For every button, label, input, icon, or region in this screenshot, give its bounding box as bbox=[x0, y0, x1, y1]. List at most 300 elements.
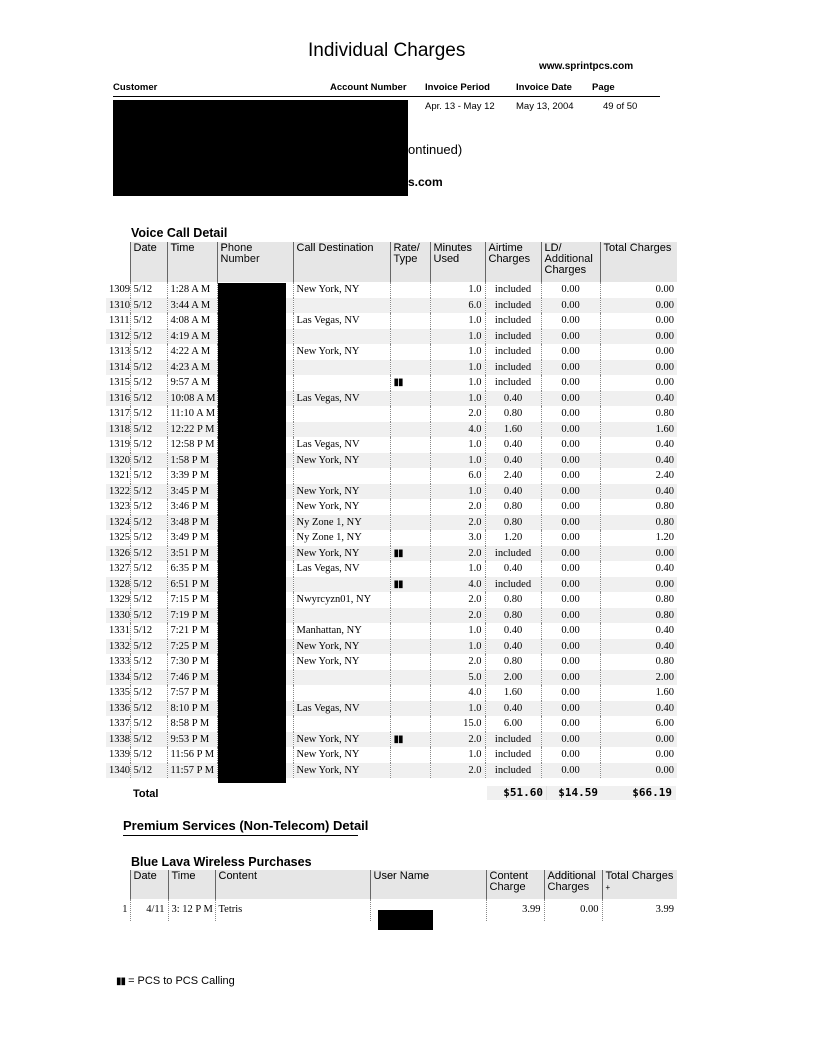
cell-time: 3:45 P M bbox=[167, 484, 217, 500]
row-number: 1315 bbox=[109, 377, 130, 389]
col-user-name: User Name bbox=[370, 870, 486, 899]
cell-time: 11:57 P M bbox=[167, 763, 217, 779]
cell-total-charges: 0.40 bbox=[600, 561, 677, 577]
col-total-charges: Total Charges bbox=[600, 242, 677, 282]
cell-date: 5/12 bbox=[130, 623, 167, 639]
cell-call-destination: New York, NY bbox=[293, 282, 390, 298]
cell-ld-additional: 0.00 bbox=[541, 484, 600, 500]
cell-total-charges: 2.00 bbox=[600, 670, 677, 686]
cell-call-destination bbox=[293, 608, 390, 624]
cell-date: 5/12 bbox=[130, 546, 167, 562]
cell-total-charges: 0.00 bbox=[600, 344, 677, 360]
cell-time: 3:51 P M bbox=[167, 546, 217, 562]
row-number: 1323 bbox=[109, 501, 130, 513]
cell-airtime-charges: 1.20 bbox=[485, 530, 541, 546]
cell-rate-type bbox=[390, 468, 430, 484]
cell-total-charges: 0.00 bbox=[600, 732, 677, 748]
voice-table-header bbox=[106, 242, 677, 282]
table-row bbox=[106, 360, 677, 376]
cell-airtime-charges: included bbox=[485, 747, 541, 763]
cell-airtime-charges: 0.40 bbox=[485, 453, 541, 469]
cell-airtime-charges: 0.80 bbox=[485, 499, 541, 515]
cell-minutes-used: 1.0 bbox=[430, 282, 485, 298]
cell-call-destination: Las Vegas, NV bbox=[293, 313, 390, 329]
cell-rate-type bbox=[390, 313, 430, 329]
voice-call-detail-title: Voice Call Detail bbox=[131, 226, 228, 240]
cell-minutes-used: 5.0 bbox=[430, 670, 485, 686]
table-row bbox=[106, 763, 677, 779]
cell-airtime-charges: included bbox=[485, 282, 541, 298]
cell-date: 5/12 bbox=[130, 577, 167, 593]
cell-call-destination: Las Vegas, NV bbox=[293, 391, 390, 407]
table-row bbox=[106, 298, 677, 314]
cell-rate-type bbox=[390, 391, 430, 407]
cell-date: 5/12 bbox=[130, 763, 167, 779]
cell-airtime-charges: included bbox=[485, 732, 541, 748]
cell-airtime-charges: 1.60 bbox=[485, 685, 541, 701]
pcs-to-pcs-icon: ▮▮ bbox=[393, 547, 403, 559]
cell-ld-additional: 0.00 bbox=[541, 453, 600, 469]
page-number-value: 49 of 50 bbox=[603, 101, 638, 112]
cell-time: 4:19 A M bbox=[167, 329, 217, 345]
col-time: Time bbox=[167, 242, 217, 282]
cell-ld-additional: 0.00 bbox=[541, 437, 600, 453]
cell-airtime-charges: 0.40 bbox=[485, 701, 541, 717]
cell-call-destination: Nwyrcyzn01, NY bbox=[293, 592, 390, 608]
cell-time: 7:15 P M bbox=[167, 592, 217, 608]
cell-rate-type bbox=[390, 499, 430, 515]
pcs-to-pcs-icon: ▮▮ bbox=[393, 578, 403, 590]
cell-rate-type bbox=[390, 732, 430, 748]
table-row bbox=[106, 716, 677, 732]
cell-total-charges: 0.00 bbox=[600, 313, 677, 329]
cell-minutes-used: 4.0 bbox=[430, 685, 485, 701]
cell-total-charges: 0.00 bbox=[600, 747, 677, 763]
partial-continued-text: ontinued) bbox=[408, 142, 463, 157]
cell-minutes-used: 1.0 bbox=[430, 747, 485, 763]
cell-minutes-used: 1.0 bbox=[430, 329, 485, 345]
cell-date: 5/12 bbox=[130, 561, 167, 577]
premium-table-header bbox=[106, 870, 677, 899]
col-phone-number: Phone Number bbox=[217, 242, 293, 282]
cell-minutes-used: 1.0 bbox=[430, 360, 485, 376]
cell-minutes-used: 1.0 bbox=[430, 453, 485, 469]
cell-date: 4/11 bbox=[130, 899, 168, 921]
cell-call-destination: Las Vegas, NV bbox=[293, 701, 390, 717]
cell-ld-additional: 0.00 bbox=[541, 360, 600, 376]
legend bbox=[116, 975, 235, 987]
cell-time: 3:44 A M bbox=[167, 298, 217, 314]
cell-ld-additional: 0.00 bbox=[541, 763, 600, 779]
cell-ld-additional: 0.00 bbox=[541, 468, 600, 484]
cell-ld-additional: 0.00 bbox=[541, 406, 600, 422]
cell-date: 5/12 bbox=[130, 422, 167, 438]
cell-airtime-charges: included bbox=[485, 313, 541, 329]
row-number: 1326 bbox=[109, 547, 130, 559]
cell-minutes-used: 1.0 bbox=[430, 313, 485, 329]
cell-time: 3: 12 P M bbox=[168, 899, 215, 921]
cell-date: 5/12 bbox=[130, 701, 167, 717]
cell-airtime-charges: included bbox=[485, 375, 541, 391]
cell-time: 7:57 P M bbox=[167, 685, 217, 701]
cell-rate-type bbox=[390, 763, 430, 779]
table-row bbox=[106, 577, 677, 593]
cell-minutes-used: 1.0 bbox=[430, 391, 485, 407]
cell-ld-additional: 0.00 bbox=[541, 654, 600, 670]
cell-rate-type bbox=[390, 592, 430, 608]
cell-rate-type bbox=[390, 298, 430, 314]
cell-total-charges: 0.80 bbox=[600, 499, 677, 515]
website-url[interactable]: www.sprintpcs.com bbox=[539, 61, 634, 72]
col-time: Time bbox=[168, 870, 215, 899]
cell-total-charges: 0.00 bbox=[600, 546, 677, 562]
cell-minutes-used: 1.0 bbox=[430, 375, 485, 391]
cell-call-destination bbox=[293, 716, 390, 732]
table-row bbox=[106, 282, 677, 298]
invoice-period-value: Apr. 13 - May 12 bbox=[425, 101, 495, 112]
cell-time: 7:46 P M bbox=[167, 670, 217, 686]
cell-rate-type bbox=[390, 561, 430, 577]
cell-minutes-used: 2.0 bbox=[430, 592, 485, 608]
cell-ld-additional: 0.00 bbox=[541, 623, 600, 639]
row-number: 1310 bbox=[109, 299, 130, 311]
cell-time: 3:46 P M bbox=[167, 499, 217, 515]
cell-rate-type bbox=[390, 530, 430, 546]
cell-total-charges: 0.80 bbox=[600, 406, 677, 422]
row-number: 1339 bbox=[109, 749, 130, 761]
cell-rate-type bbox=[390, 344, 430, 360]
cell-minutes-used: 6.0 bbox=[430, 468, 485, 484]
cell-ld-additional: 0.00 bbox=[541, 530, 600, 546]
cell-time: 7:25 P M bbox=[167, 639, 217, 655]
cell-minutes-used: 4.0 bbox=[430, 422, 485, 438]
cell-rate-type bbox=[390, 360, 430, 376]
cell-minutes-used: 1.0 bbox=[430, 484, 485, 500]
cell-rate-type bbox=[390, 546, 430, 562]
cell-date: 5/12 bbox=[130, 515, 167, 531]
premium-title-underline bbox=[123, 835, 358, 836]
table-row bbox=[106, 685, 677, 701]
row-number: 1309 bbox=[109, 284, 130, 296]
cell-airtime-charges: included bbox=[485, 577, 541, 593]
cell-airtime-charges: included bbox=[485, 344, 541, 360]
cell-total-charges: 0.80 bbox=[600, 515, 677, 531]
cell-minutes-used: 15.0 bbox=[430, 716, 485, 732]
cell-additional-charges: 0.00 bbox=[544, 899, 602, 921]
cell-date: 5/12 bbox=[130, 298, 167, 314]
cell-airtime-charges: 0.40 bbox=[485, 639, 541, 655]
cell-total-charges: 0.40 bbox=[600, 484, 677, 500]
cell-total-charges: 6.00 bbox=[600, 716, 677, 732]
cell-date: 5/12 bbox=[130, 468, 167, 484]
cell-call-destination bbox=[293, 468, 390, 484]
pcs-to-pcs-icon: ▮▮ bbox=[393, 733, 403, 745]
cell-date: 5/12 bbox=[130, 484, 167, 500]
cell-rate-type bbox=[390, 685, 430, 701]
cell-ld-additional: 0.00 bbox=[541, 499, 600, 515]
cell-total-charges: 0.00 bbox=[600, 763, 677, 779]
total-ld-charges: $14.59 bbox=[546, 786, 602, 800]
col-content: Content bbox=[215, 870, 370, 899]
cell-ld-additional: 0.00 bbox=[541, 546, 600, 562]
cell-rate-type bbox=[390, 422, 430, 438]
table-row bbox=[106, 701, 677, 717]
cell-call-destination bbox=[293, 298, 390, 314]
cell-date: 5/12 bbox=[130, 530, 167, 546]
row-number: 1321 bbox=[109, 470, 130, 482]
row-number: 1314 bbox=[109, 361, 130, 373]
cell-airtime-charges: included bbox=[485, 329, 541, 345]
cell-date: 5/12 bbox=[130, 391, 167, 407]
cell-rate-type bbox=[390, 484, 430, 500]
cell-time: 1:28 A M bbox=[167, 282, 217, 298]
table-row bbox=[106, 530, 677, 546]
voice-total-label: Total bbox=[133, 788, 159, 800]
cell-rate-type bbox=[390, 608, 430, 624]
cell-airtime-charges: 0.80 bbox=[485, 608, 541, 624]
col-date: Date bbox=[130, 870, 168, 899]
cell-date: 5/12 bbox=[130, 732, 167, 748]
row-number: 1312 bbox=[109, 330, 130, 342]
table-row bbox=[106, 561, 677, 577]
cell-date: 5/12 bbox=[130, 329, 167, 345]
cell-time: 8:10 P M bbox=[167, 701, 217, 717]
redacted-customer-block bbox=[113, 100, 408, 196]
cell-time: 6:51 P M bbox=[167, 577, 217, 593]
col-total-charges: Total Charges + bbox=[602, 870, 677, 899]
account-number-label: Account Number bbox=[330, 82, 407, 93]
cell-minutes-used: 3.0 bbox=[430, 530, 485, 546]
col-ld-additional: LD/ Additional Charges bbox=[541, 242, 600, 282]
cell-time: 7:30 P M bbox=[167, 654, 217, 670]
redacted-user-name bbox=[378, 910, 433, 930]
cell-time: 12:22 P M bbox=[167, 422, 217, 438]
cell-total-charges: 0.80 bbox=[600, 654, 677, 670]
cell-call-destination: Las Vegas, NV bbox=[293, 561, 390, 577]
cell-content-charge: 3.99 bbox=[486, 899, 544, 921]
blue-lava-title: Blue Lava Wireless Purchases bbox=[131, 855, 312, 869]
table-row bbox=[106, 313, 677, 329]
table-row bbox=[106, 344, 677, 360]
cell-airtime-charges: 0.40 bbox=[485, 391, 541, 407]
pcs-to-pcs-icon: ▮▮ bbox=[116, 976, 126, 987]
cell-date: 5/12 bbox=[130, 344, 167, 360]
table-row bbox=[106, 623, 677, 639]
cell-ld-additional: 0.00 bbox=[541, 732, 600, 748]
cell-total-charges: 0.00 bbox=[600, 577, 677, 593]
row-number: 1334 bbox=[109, 671, 130, 683]
cell-ld-additional: 0.00 bbox=[541, 592, 600, 608]
cell-total-charges: 1.60 bbox=[600, 685, 677, 701]
col-rate-type: Rate/ Type bbox=[390, 242, 430, 282]
partial-email-text: s.com bbox=[408, 175, 443, 189]
cell-airtime-charges: included bbox=[485, 360, 541, 376]
cell-date: 5/12 bbox=[130, 670, 167, 686]
cell-call-destination: New York, NY bbox=[293, 763, 390, 779]
cell-time: 3:39 P M bbox=[167, 468, 217, 484]
cell-call-destination bbox=[293, 577, 390, 593]
table-row bbox=[106, 484, 677, 500]
cell-total-charges: 0.00 bbox=[600, 298, 677, 314]
cell-date: 5/12 bbox=[130, 716, 167, 732]
row-number: 1 bbox=[122, 904, 128, 916]
table-row bbox=[106, 732, 677, 748]
cell-time: 9:53 P M bbox=[167, 732, 217, 748]
row-number: 1329 bbox=[109, 594, 130, 606]
cell-total-charges: 3.99 bbox=[602, 899, 677, 921]
cell-ld-additional: 0.00 bbox=[541, 375, 600, 391]
row-number: 1317 bbox=[109, 408, 130, 420]
customer-label: Customer bbox=[113, 82, 158, 93]
cell-date: 5/12 bbox=[130, 375, 167, 391]
cell-airtime-charges: 0.40 bbox=[485, 561, 541, 577]
cell-airtime-charges: 2.00 bbox=[485, 670, 541, 686]
row-number: 1324 bbox=[109, 516, 130, 528]
cell-total-charges: 0.40 bbox=[600, 453, 677, 469]
cell-minutes-used: 2.0 bbox=[430, 654, 485, 670]
col-additional-charges: Additional Charges bbox=[544, 870, 602, 899]
row-number: 1316 bbox=[109, 392, 130, 404]
invoice-period-label: Invoice Period bbox=[425, 82, 490, 93]
cell-call-destination bbox=[293, 670, 390, 686]
cell-call-destination: New York, NY bbox=[293, 747, 390, 763]
cell-ld-additional: 0.00 bbox=[541, 515, 600, 531]
row-number: 1338 bbox=[109, 733, 130, 745]
header-rule bbox=[113, 96, 660, 97]
voice-call-table bbox=[106, 242, 677, 778]
table-row bbox=[106, 654, 677, 670]
cell-total-charges: 0.00 bbox=[600, 329, 677, 345]
row-number: 1337 bbox=[109, 718, 130, 730]
cell-ld-additional: 0.00 bbox=[541, 313, 600, 329]
cell-rate-type bbox=[390, 654, 430, 670]
cell-time: 12:58 P M bbox=[167, 437, 217, 453]
row-number: 1313 bbox=[109, 346, 130, 358]
row-number: 1320 bbox=[109, 454, 130, 466]
cell-rate-type bbox=[390, 701, 430, 717]
col-minutes-used: Minutes Used bbox=[430, 242, 485, 282]
row-number: 1330 bbox=[109, 609, 130, 621]
cell-date: 5/12 bbox=[130, 654, 167, 670]
col-content-charge: Content Charge bbox=[486, 870, 544, 899]
cell-ld-additional: 0.00 bbox=[541, 422, 600, 438]
table-row bbox=[106, 329, 677, 345]
cell-total-charges: 0.00 bbox=[600, 360, 677, 376]
cell-minutes-used: 4.0 bbox=[430, 577, 485, 593]
cell-ld-additional: 0.00 bbox=[541, 344, 600, 360]
cell-total-charges: 0.40 bbox=[600, 437, 677, 453]
cell-airtime-charges: 0.80 bbox=[485, 406, 541, 422]
cell-airtime-charges: included bbox=[485, 763, 541, 779]
cell-date: 5/12 bbox=[130, 499, 167, 515]
cell-airtime-charges: 0.80 bbox=[485, 515, 541, 531]
cell-call-destination bbox=[293, 406, 390, 422]
cell-time: 7:19 P M bbox=[167, 608, 217, 624]
cell-minutes-used: 2.0 bbox=[430, 763, 485, 779]
cell-call-destination bbox=[293, 329, 390, 345]
cell-total-charges: 1.60 bbox=[600, 422, 677, 438]
cell-call-destination: New York, NY bbox=[293, 546, 390, 562]
table-row bbox=[106, 592, 677, 608]
cell-minutes-used: 1.0 bbox=[430, 344, 485, 360]
row-number: 1311 bbox=[109, 315, 130, 327]
cell-date: 5/12 bbox=[130, 313, 167, 329]
table-row bbox=[106, 391, 677, 407]
cell-time: 3:48 P M bbox=[167, 515, 217, 531]
cell-content: Tetris bbox=[215, 899, 370, 921]
cell-minutes-used: 2.0 bbox=[430, 515, 485, 531]
cell-time: 11:56 P M bbox=[167, 747, 217, 763]
cell-time: 1:58 P M bbox=[167, 453, 217, 469]
cell-date: 5/12 bbox=[130, 685, 167, 701]
legend-text: = PCS to PCS Calling bbox=[128, 975, 235, 987]
cell-time: 6:35 P M bbox=[167, 561, 217, 577]
cell-time: 10:08 A M bbox=[167, 391, 217, 407]
cell-call-destination bbox=[293, 685, 390, 701]
row-number: 1331 bbox=[109, 625, 130, 637]
cell-time: 9:57 A M bbox=[167, 375, 217, 391]
cell-total-charges: 0.00 bbox=[600, 375, 677, 391]
cell-time: 11:10 A M bbox=[167, 406, 217, 422]
row-number: 1325 bbox=[109, 532, 130, 544]
cell-time: 3:49 P M bbox=[167, 530, 217, 546]
cell-call-destination bbox=[293, 375, 390, 391]
cell-airtime-charges: 0.40 bbox=[485, 437, 541, 453]
row-number: 1328 bbox=[109, 578, 130, 590]
cell-minutes-used: 2.0 bbox=[430, 608, 485, 624]
cell-ld-additional: 0.00 bbox=[541, 608, 600, 624]
table-row bbox=[106, 422, 677, 438]
table-row bbox=[106, 499, 677, 515]
cell-ld-additional: 0.00 bbox=[541, 561, 600, 577]
cell-rate-type bbox=[390, 670, 430, 686]
cell-ld-additional: 0.00 bbox=[541, 639, 600, 655]
cell-time: 7:21 P M bbox=[167, 623, 217, 639]
cell-rate-type bbox=[390, 639, 430, 655]
cell-date: 5/12 bbox=[130, 282, 167, 298]
table-row bbox=[106, 639, 677, 655]
table-row bbox=[106, 608, 677, 624]
cell-minutes-used: 2.0 bbox=[430, 499, 485, 515]
pcs-to-pcs-icon: ▮▮ bbox=[393, 377, 403, 389]
cell-airtime-charges: 6.00 bbox=[485, 716, 541, 732]
cell-rate-type bbox=[390, 577, 430, 593]
page-label: Page bbox=[592, 82, 615, 93]
cell-rate-type bbox=[390, 329, 430, 345]
cell-date: 5/12 bbox=[130, 453, 167, 469]
cell-date: 5/12 bbox=[130, 639, 167, 655]
cell-call-destination: New York, NY bbox=[293, 732, 390, 748]
cell-rate-type bbox=[390, 453, 430, 469]
cell-ld-additional: 0.00 bbox=[541, 282, 600, 298]
cell-total-charges: 2.40 bbox=[600, 468, 677, 484]
cell-minutes-used: 6.0 bbox=[430, 298, 485, 314]
cell-ld-additional: 0.00 bbox=[541, 716, 600, 732]
cell-time: 4:08 A M bbox=[167, 313, 217, 329]
table-row bbox=[106, 670, 677, 686]
total-charges-marker: + bbox=[605, 883, 611, 892]
col-date: Date bbox=[130, 242, 167, 282]
cell-date: 5/12 bbox=[130, 437, 167, 453]
cell-call-destination: New York, NY bbox=[293, 654, 390, 670]
row-number: 1332 bbox=[109, 640, 130, 652]
cell-airtime-charges: 0.40 bbox=[485, 623, 541, 639]
cell-call-destination bbox=[293, 422, 390, 438]
cell-airtime-charges: included bbox=[485, 546, 541, 562]
cell-date: 5/12 bbox=[130, 608, 167, 624]
cell-ld-additional: 0.00 bbox=[541, 701, 600, 717]
cell-call-destination: Manhattan, NY bbox=[293, 623, 390, 639]
